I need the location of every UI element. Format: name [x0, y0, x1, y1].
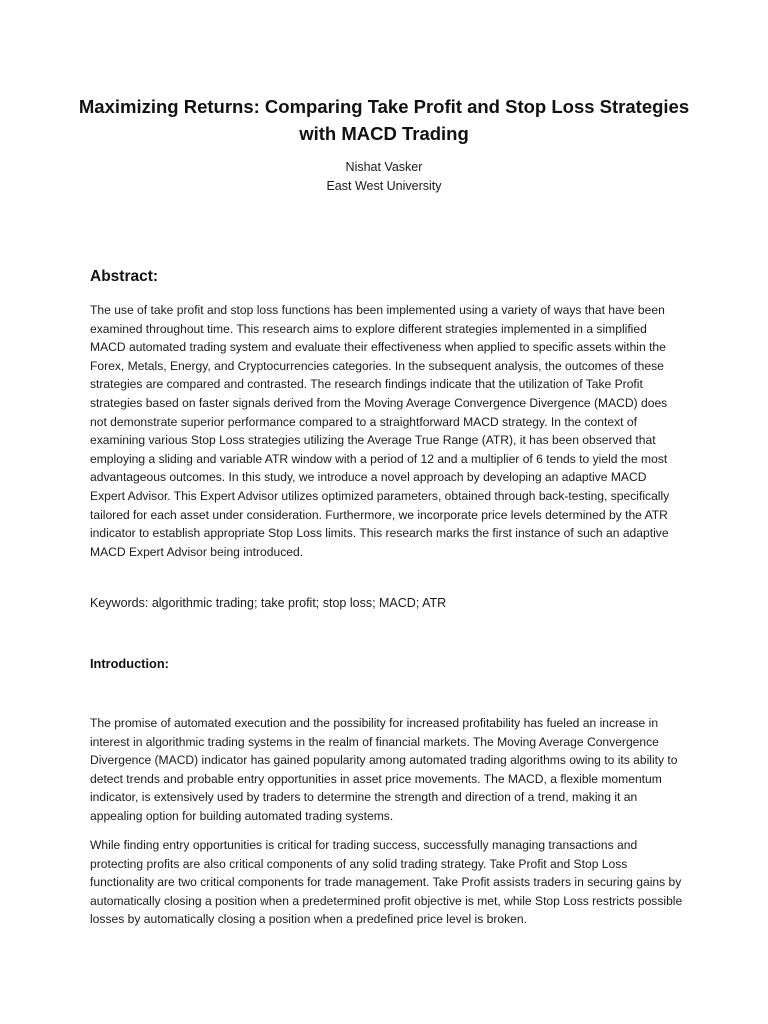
author-name: Nishat Vasker	[345, 160, 423, 174]
abstract-heading: Abstract:	[90, 268, 159, 285]
paper-title: Maximizing Returns: Comparing Take Profit and Stop Loss Strategies with MACD Trading	[78, 96, 690, 144]
introduction-paragraph: While finding entry opportunities is critical for trading success, successfully managing transactions and protecting profits are also critical components of any solid trading strategy. Take Profit and Stop Loss functionality are two critical components for trade management. Take Profit assists traders in securing gains by automatically closing a position when a predetermined profit objective is met, while Stop Loss restricts possible losses by automatically closing a position when a predefined price level is broken.	[90, 838, 683, 927]
introduction-heading: Introduction:	[90, 656, 169, 671]
introduction-paragraph: The promise of automated execution and the possibility for increased profitability has fueled an increase in interest in algorithmic trading systems in the realm of financial markets. The Moving Average Convergence Divergence (MACD) indicator has gained popularity among automated trading algorithms owing to its ability to detect trends and probable entry opportunities in asset price movements. The MACD, a flexible momentum indicator, is extensively used by traders to determine the strength and direction of a trend, making it an appealing option for building automated trading systems.	[90, 716, 678, 823]
abstract-text: The use of take profit and stop loss functions has been implemented using a variety of ways that have been examined throughout time. This research aims to explore different strategies implemented in a simplified MACD automated trading system and evaluate their effectiveness when applied to specific assets within the Forex, Metals, Energy, and Cryptocurrencies categories. In the subsequent analysis, the outcomes of these strategies are compared and contrasted. The research findings indicate that the utilization of Take Profit strategies based on faster signals derived from the Moving Average Convergence Divergence (MACD) does not demonstrate superior performance compared to a straightforward MACD strategy. In the context of examining various Stop Loss strategies utilizing the Average True Range (ATR), it has been observed that employing a sliding and variable ATR window with a period of 12 and a multiplier of 6 tends to yield the most advantageous outcomes. In this study, we introduce a novel approach by developing an adaptive MACD Expert Advisor. This Expert Advisor utilizes optimized parameters, obtained through back-testing, specifically tailored for each asset under consideration. Furthermore, we incorporate price levels determined by the ATR indicator to establish appropriate Stop Loss limits. This research marks the first instance of such an adaptive MACD Expert Advisor being introduced.	[90, 303, 670, 559]
keywords: Keywords: algorithmic trading; take profit; stop loss; MACD; ATR	[90, 596, 447, 610]
author-affiliation: East West University	[326, 179, 442, 193]
